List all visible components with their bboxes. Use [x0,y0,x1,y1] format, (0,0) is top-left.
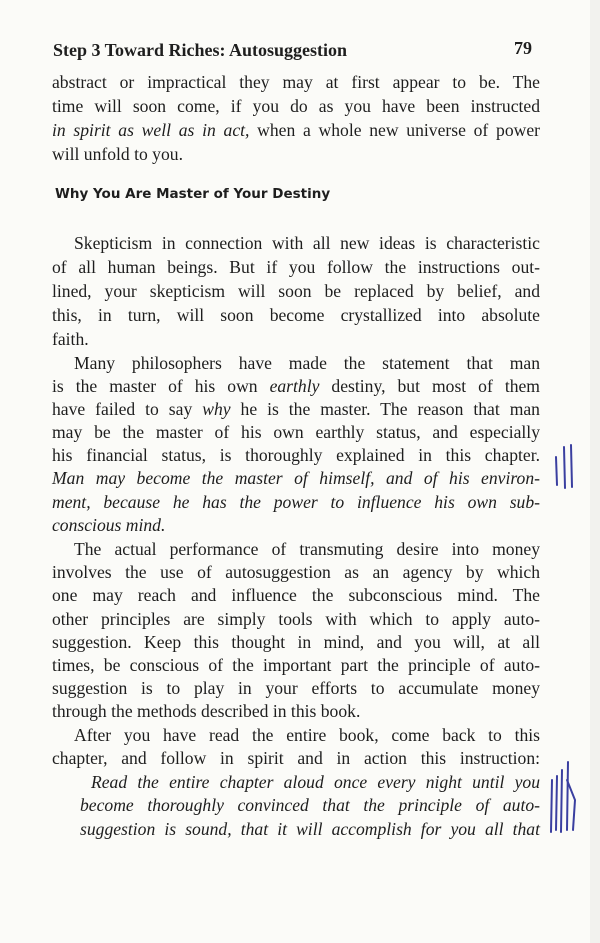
text-line [52,72,540,92]
text-line [52,305,540,325]
pencil-mark [571,445,572,487]
text-line [52,257,540,277]
text: Skepticism in connection with all new ideas is characteristic [74,233,540,253]
text: through the methods described in this book. [52,701,361,721]
text: times, be conscious of the important part the principle of auto- [52,655,540,675]
text-line [52,515,540,535]
text-line [52,329,540,349]
pencil-mark [551,780,552,832]
text: when a whole new universe of power [249,120,540,140]
text-line [52,353,540,373]
text-line [52,399,540,419]
text-line [52,120,540,140]
italic-text: conscious mind. [52,515,166,535]
text-line [52,233,540,253]
section-heading: Why You Are Master of Your Destiny [55,186,331,202]
text: have failed to say [52,399,203,419]
pencil-mark [556,457,557,485]
text-line [52,748,540,768]
italic-text: earthly [269,376,320,396]
text: suggestion is to play in your efforts to accumulate money [52,678,540,698]
text-line [52,468,540,488]
text: The actual performance of transmuting desire into money [74,539,540,559]
pencil-mark [556,776,557,830]
text: abstract or impractical they may at first appear to be. The [52,72,540,92]
text-line [52,281,540,301]
text: time will soon come, if you do as you have been instructed [52,96,540,116]
pencil-mark [564,447,565,488]
text: After you have read the entire book, come back to this [74,725,540,745]
text-line [52,585,540,605]
italic-text: become thoroughly convinced that the principle of auto- [80,795,540,815]
text: destiny, but most of them [319,376,540,396]
italic-text: ment, because he has the power to influence his own sub- [52,492,540,512]
text: Many philosophers have made the statement that man [74,353,540,373]
text-line [52,655,540,675]
text-line [52,144,540,164]
italic-text: Man may become the master of himself, and of his environ- [52,468,540,488]
text-line [52,609,540,629]
text: of all human beings. But if you follow the instructions out- [52,257,540,277]
pencil-mark [561,770,562,832]
page-edge [590,0,600,943]
text-line [52,376,540,396]
italic-text: Read the entire chapter aloud once every night until you [91,772,540,792]
text-line [52,632,540,652]
text: may be the master of his own earthly status, and especially [52,422,540,442]
text: will unfold to you. [52,144,183,164]
text-line [52,725,540,745]
text-line [80,819,540,839]
text-line [91,772,540,792]
text-line [52,445,540,465]
text-line [52,562,540,582]
text-line [52,701,540,721]
text: he is the master. The reason that man [230,399,540,419]
pencil-mark [567,780,575,830]
text: one may reach and influence the subconscious mind. The [52,585,540,605]
text-line [52,492,540,512]
page-number: 79 [514,38,532,58]
text: suggestion. Keep this thought in mind, and you will, at all [52,632,540,652]
text-line [52,678,540,698]
text: involves the use of autosuggestion as an agency by which [52,562,540,582]
italic-text: in spirit as well as in act, [52,120,250,140]
text-line [52,96,540,116]
text: is the master of his own [52,376,270,396]
text: his financial status, is thoroughly explained in this chapter. [52,445,540,465]
pencil-mark [567,762,568,830]
text-line [52,422,540,442]
text: faith. [52,329,89,349]
text: other principles are simply tools with which to apply auto- [52,609,540,629]
text-line [80,795,540,815]
text: lined, your skepticism will soon be replaced by belief, and [52,281,540,301]
text-line [52,539,540,559]
italic-text: suggestion is sound, that it will accomplish for you all that [80,819,540,839]
italic-text: why [202,399,231,419]
text: chapter, and follow in spirit and in action this instruction: [52,748,540,768]
text: this, in turn, will soon become crystallized into absolute [52,305,540,325]
running-title: Step 3 Toward Riches: Autosuggestion [53,40,348,60]
